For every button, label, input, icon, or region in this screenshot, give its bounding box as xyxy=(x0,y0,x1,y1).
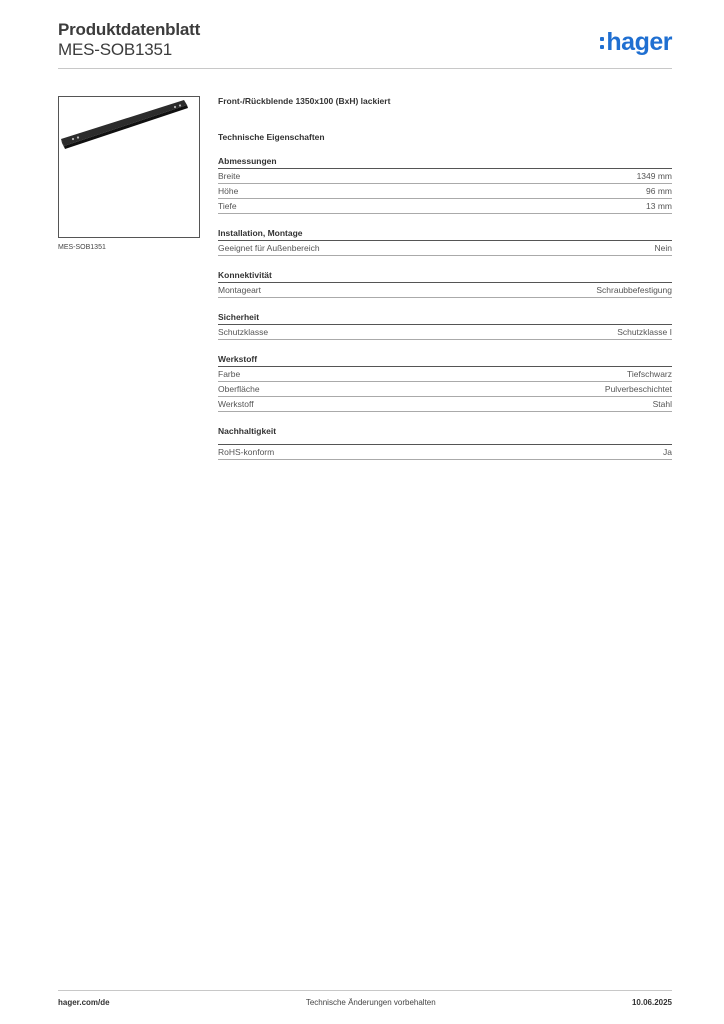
footer-divider xyxy=(58,990,672,991)
row-label: Geeignet für Außenbereich xyxy=(218,243,320,253)
row-label: Oberfläche xyxy=(218,384,260,394)
page-header xyxy=(58,20,672,60)
row-value: Stahl xyxy=(652,399,672,409)
group-title: Konnektivität xyxy=(218,270,672,283)
group-title: Installation, Montage xyxy=(218,228,672,241)
row-label: Höhe xyxy=(218,186,239,196)
logo-dots-icon xyxy=(600,35,604,51)
image-caption: MES-SOB1351 xyxy=(58,244,106,251)
row-label: RoHS-konform xyxy=(218,447,275,457)
table-row xyxy=(218,169,672,184)
page-footer xyxy=(58,998,672,1007)
product-code: MES-SOB1351 xyxy=(58,40,173,59)
row-value: 96 mm xyxy=(646,186,672,196)
product-name: Front-/Rückblende 1350x100 (BxH) lackiert xyxy=(218,96,391,106)
group-material xyxy=(218,354,672,412)
table-row xyxy=(218,325,672,340)
row-label: Farbe xyxy=(218,369,241,379)
group-dimensions xyxy=(218,156,672,214)
product-details xyxy=(218,96,672,460)
group-installation xyxy=(218,228,672,256)
hager-logo xyxy=(600,28,672,57)
table-row xyxy=(218,199,672,214)
table-row xyxy=(218,283,672,298)
row-value: Pulverbeschichtet xyxy=(604,384,672,394)
group-title: Werkstoff xyxy=(218,354,672,367)
footer-url-link[interactable]: hager.com/de xyxy=(58,998,110,1007)
group-connectivity xyxy=(218,270,672,298)
header-divider xyxy=(58,68,672,69)
group-title: Nachhaltigkeit xyxy=(218,426,672,445)
row-label: Montageart xyxy=(218,285,261,295)
row-value: Schraubbefestigung xyxy=(596,285,672,295)
group-title: Abmessungen xyxy=(218,156,672,169)
row-value: Tiefschwarz xyxy=(626,369,672,379)
footer-date: 10.06.2025 xyxy=(631,998,672,1007)
tech-properties-heading: Technische Eigenschaften xyxy=(218,132,325,142)
group-sustainability xyxy=(218,426,672,460)
row-value: Schutzklasse I xyxy=(617,327,672,337)
table-row xyxy=(218,382,672,397)
group-safety xyxy=(218,312,672,340)
row-value: 1349 mm xyxy=(636,171,672,181)
row-value: 13 mm xyxy=(646,201,672,211)
row-label: Schutzklasse xyxy=(218,327,269,337)
row-label: Tiefe xyxy=(218,201,237,211)
table-row xyxy=(218,367,672,382)
table-row xyxy=(218,241,672,256)
footer-note: Technische Änderungen vorbehalten xyxy=(305,998,436,1007)
product-image-frame xyxy=(58,96,200,238)
table-row xyxy=(218,184,672,199)
row-value: Nein xyxy=(654,243,672,253)
group-title: Sicherheit xyxy=(218,312,672,325)
document-title: Produktdatenblatt xyxy=(58,20,201,39)
logo-text: hager xyxy=(606,28,672,56)
table-row xyxy=(218,397,672,412)
row-label: Werkstoff xyxy=(218,399,254,409)
row-label: Breite xyxy=(218,171,241,181)
black-blank-panel-image xyxy=(59,97,199,237)
table-row xyxy=(218,445,672,460)
row-value: Ja xyxy=(663,447,672,457)
